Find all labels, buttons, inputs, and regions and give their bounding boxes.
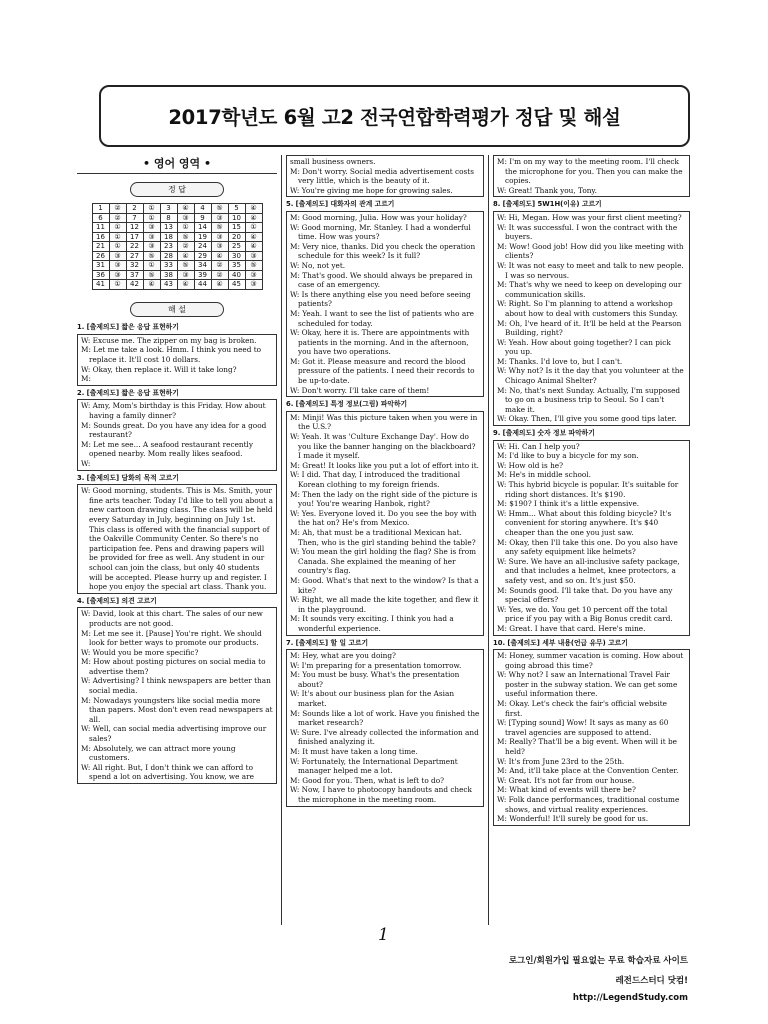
dialogue-box bbox=[493, 211, 690, 426]
question-number: 6 bbox=[92, 213, 109, 223]
dialogue-line: W: Sure. I've already collected the information and finished analyzing it. bbox=[290, 727, 479, 747]
title-box bbox=[99, 85, 690, 147]
dialogue-line: M: Great! It looks like you put a lot of effort into it. bbox=[290, 460, 480, 470]
answer-choice: ① bbox=[245, 223, 262, 233]
question-number: 16 bbox=[92, 232, 109, 242]
answer-choice: ④ bbox=[177, 280, 194, 290]
question-number: 45 bbox=[228, 280, 245, 290]
column-2 bbox=[286, 155, 484, 807]
dialogue-line: W: Fortunately, the International Department manager helped me a lot. bbox=[290, 756, 458, 776]
question-number: 8 bbox=[160, 213, 177, 223]
question-number: 5 bbox=[228, 204, 245, 214]
column-divider bbox=[488, 155, 489, 925]
dialogue-line: W: This hybrid bicycle is popular. It's suitable for riding short distances. It's $190. bbox=[497, 480, 679, 499]
dialogue-line: W: Right, we all made the kite together, and flew it in the playground. bbox=[290, 595, 479, 614]
answer-choice: ① bbox=[109, 280, 126, 290]
question-number: 34 bbox=[194, 261, 211, 271]
answer-row bbox=[92, 232, 262, 242]
dialogue-line: M: Then the lady on the right side of the picture is you! You're wearing Hanbok, right? bbox=[290, 489, 478, 509]
dialogue-box bbox=[493, 155, 690, 197]
question-heading: 4. [출제의도] 의견 고르기 bbox=[77, 596, 157, 605]
dialogue-line: M: Nowadays youngsters like social media more than papers. Most don't even read newspapers at all. bbox=[81, 695, 273, 724]
dialogue-line: W: Why not? I saw an International Travel Fair poster in the subway station. We can get some useful information there. bbox=[497, 670, 678, 699]
answer-choice: ① bbox=[109, 232, 126, 242]
dialogue-line: M: Minji! Was this picture taken when you were in the U.S.? bbox=[290, 412, 478, 432]
question-number: 28 bbox=[160, 251, 177, 261]
answer-choice: ③ bbox=[143, 223, 160, 233]
dialogue-line: M: He's in middle school. bbox=[497, 470, 591, 480]
dialogue-line: W: Okay. Then, I'll give you some good tips later. bbox=[497, 414, 677, 424]
dialogue-line: M: I'm on my way to the meeting room. I'll check the microphone for you. Then you can make the copies. bbox=[497, 157, 683, 186]
answer-choice: ④ bbox=[177, 251, 194, 261]
question-number: 32 bbox=[126, 261, 143, 271]
answer-row bbox=[92, 270, 262, 280]
question-number: 40 bbox=[228, 270, 245, 280]
page-title: 2017학년도 6월 고2 전국연합학력평가 정답 및 해설 bbox=[168, 106, 621, 129]
answer-choice: ⑤ bbox=[211, 204, 228, 214]
dialogue-line: W: Why not? Is it the day that you volunteer at the Chicago Animal Shelter? bbox=[497, 366, 684, 386]
column-1 bbox=[77, 155, 277, 784]
answer-choice: ② bbox=[211, 270, 228, 280]
footer-link[interactable]: http://LegendStudy.com bbox=[572, 993, 688, 1003]
dialogue-box bbox=[77, 334, 277, 386]
dialogue-line: W: Sure. We have an all-inclusive safety package, and that includes a helmet, knee protectors, a safety vest, and so on. It's just $50. bbox=[497, 556, 680, 585]
answer-choice: ③ bbox=[109, 261, 126, 271]
dialogue-line: M: Absolutely, we can attract more young customers. bbox=[81, 743, 236, 763]
dialogue-box bbox=[286, 155, 484, 197]
dialogue-box bbox=[493, 440, 690, 636]
dialogue-line: M: Don't worry. Social media advertisement costs very little, which is the beauty of it. bbox=[290, 166, 474, 186]
dialogue-line: M: What kind of events will there be? bbox=[497, 785, 636, 795]
dialogue-line: M: Sounds great. Do you have any idea for a good restaurant? bbox=[81, 420, 267, 440]
answer-row bbox=[92, 261, 262, 271]
dialogue-line: M: Ah, that must be a traditional Mexican hat. Then, who is the girl standing behind the table? bbox=[290, 527, 476, 547]
answer-choice: ③ bbox=[245, 280, 262, 290]
dialogue-line: W: Advertising? I think newspapers are better than social media. bbox=[81, 676, 271, 696]
dialogue-line: W: All right. But, I don't think we can afford to spend a lot on advertising. You know, we are bbox=[81, 762, 254, 782]
question-number: 3 bbox=[160, 204, 177, 214]
question-number: 13 bbox=[160, 223, 177, 233]
footer-line-1: 로그인/회원가입 필요없는 무료 학습자료 사이트 bbox=[508, 956, 688, 966]
answer-choice: ⑤ bbox=[177, 261, 194, 271]
dialogue-line: W: Amy, Mom's birthday is this Friday. How about having a family dinner? bbox=[81, 401, 266, 421]
dialogue-line: M: How about posting pictures on social media to advertise them? bbox=[81, 657, 266, 676]
answer-choice: ③ bbox=[211, 242, 228, 252]
dialogue-line: W: It was not easy to meet and talk to new people. I was so nervous. bbox=[497, 260, 684, 280]
dialogue-line: M: Thanks. I'd love to, but I can't. bbox=[497, 356, 623, 366]
answer-row bbox=[92, 251, 262, 261]
dialogue-line: W: Now, I have to photocopy handouts and check the microphone in the meeting room. bbox=[290, 785, 472, 804]
answer-choice: ③ bbox=[211, 213, 228, 223]
dialogue-line: M: Very nice, thanks. Did you check the operation schedule for this week? Is it full? bbox=[290, 241, 476, 261]
question-heading: 5. [출제의도] 대화자의 관계 고르기 bbox=[286, 200, 395, 209]
dialogue-line: M: $190? I think it's a little expensive. bbox=[497, 499, 640, 509]
dialogue-line: W: It's about our business plan for the Asian market. bbox=[290, 689, 455, 709]
answer-choice: ① bbox=[177, 223, 194, 233]
question-heading: 7. [출제의도] 할 일 고르기 bbox=[286, 638, 369, 647]
question-number: 38 bbox=[160, 270, 177, 280]
dialogue-line: M: Sounds like a lot of work. Have you finished the market research? bbox=[290, 708, 480, 728]
answer-choice: ③ bbox=[245, 251, 262, 261]
dialogue-line: W: Would you be more specific? bbox=[81, 647, 199, 657]
answer-row bbox=[92, 223, 262, 233]
answer-choice: ③ bbox=[177, 213, 194, 223]
answer-choice: ④ bbox=[245, 213, 262, 223]
answer-choice: ① bbox=[143, 261, 160, 271]
question-number: 31 bbox=[92, 261, 109, 271]
answer-choice: ④ bbox=[211, 251, 228, 261]
dialogue-line: W: Yes. Everyone loved it. Do you see the boy with the hat on? He's from Mexico. bbox=[290, 508, 477, 528]
answers-label: 정 답 bbox=[130, 182, 224, 198]
question-number: 36 bbox=[92, 270, 109, 280]
dialogue-line: W: Good morning, students. This is Ms. Smith, your fine arts teacher. Today I'd like to tell you about a new cartoon drawing class. The class will be held every Saturday in July, beginning on July 1st. This class is offered with the financial support of the Oakville Community Center. So there's no participation fee. Pens and drawing papers will be provided for free as well. Any student in our school can join the class, but only 40 students will be accepted. Please hurry up and register. I hope you enjoy the special art class. Thank you. bbox=[81, 486, 273, 592]
dialogue-box bbox=[286, 411, 484, 636]
answer-choice: ④ bbox=[143, 280, 160, 290]
dialogue-line: W: How old is he? bbox=[497, 460, 564, 470]
dialogue-line: W: Is there anything else you need before seeing patients? bbox=[290, 289, 471, 309]
dialogue-line: W: Hi. Can I help you? bbox=[497, 441, 580, 451]
dialogue-line: M: No, that's next Sunday. Actually, I'm supposed to go on a business trip to Seoul. So I can't make it. bbox=[497, 385, 681, 414]
question-number: 26 bbox=[92, 251, 109, 261]
dialogue-line: M: Sounds good. I'll take that. Do you have any special offers? bbox=[497, 585, 673, 605]
dialogue-line: M: Hey, what are you doing? bbox=[290, 651, 396, 661]
dialogue-line: M: Okay. Let's check the fair's official website first. bbox=[497, 699, 668, 718]
question-heading: 1. [출제의도] 짧은 응답 표현하기 bbox=[77, 323, 179, 332]
dialogue-line: M: Good for you. Then, what is left to do? bbox=[290, 775, 445, 785]
answer-choice: ⑤ bbox=[245, 261, 262, 271]
question-number: 22 bbox=[126, 242, 143, 252]
answer-choice: ④ bbox=[245, 242, 262, 252]
dialogue-line: M: And, it'll take place at the Convention Center. bbox=[497, 766, 679, 776]
question-number: 23 bbox=[160, 242, 177, 252]
dialogue-line: W: It was successful. I won the contract with the buyers. bbox=[497, 222, 678, 242]
explain-label: 해 설 bbox=[130, 302, 224, 318]
dialogue-line: M: Good morning, Julia. How was your holiday? bbox=[290, 212, 467, 222]
question-number: 44 bbox=[194, 280, 211, 290]
answer-choice: ② bbox=[109, 213, 126, 223]
footer-line-2: 레전드스터디 닷컴! bbox=[615, 976, 688, 986]
dialogue-line: W: Great. It's not far from our house. bbox=[497, 775, 635, 785]
question-number: 21 bbox=[92, 242, 109, 252]
dialogue-line: M: Wow! Good job! How did you like meeting with clients? bbox=[497, 241, 684, 261]
dialogue-line: M: Let me take a look. Hmm. I think you need to replace it. It'll cost 10 dollars. bbox=[81, 345, 262, 365]
dialogue-line: W: It's from June 23rd to the 25th. bbox=[497, 756, 625, 766]
dialogue-line: W: Yeah. It was 'Culture Exchange Day'. How do you like the banner hanging on the blackboard? I made it myself. bbox=[290, 432, 476, 461]
question-number: 4 bbox=[194, 204, 211, 214]
dialogue-line: W: I did. That day, I introduced the traditional Korean clothing to my foreign friends. bbox=[290, 470, 461, 489]
answer-choice: ③ bbox=[109, 251, 126, 261]
answer-choice: ④ bbox=[245, 204, 262, 214]
question-number: 15 bbox=[228, 223, 245, 233]
dialogue-line: W: Hmm... What about this folding bicycle? It's convenient for storing anywhere. It's $40 cheaper than the one you just saw. bbox=[497, 508, 672, 537]
question-number: 24 bbox=[194, 242, 211, 252]
answer-choice: ⑤ bbox=[177, 232, 194, 242]
section-title: • 영어 영역 • bbox=[77, 159, 277, 174]
question-heading: 6. [출제의도] 특정 정보(그림) 파악하기 bbox=[286, 400, 408, 409]
question-number: 7 bbox=[126, 213, 143, 223]
dialogue-line: W: Well, can social media advertising improve our sales? bbox=[81, 724, 267, 744]
answer-choice: ③ bbox=[211, 232, 228, 242]
question-number: 14 bbox=[194, 223, 211, 233]
answer-choice: ① bbox=[109, 223, 126, 233]
dialogue-line: M: Okay, then I'll take this one. Do you also have any safety equipment like helmets? bbox=[497, 537, 678, 557]
dialogue-line: W: Don't worry. I'll take care of them! bbox=[290, 385, 430, 395]
question-heading: 2. [출제의도] 짧은 응답 표현하기 bbox=[77, 388, 179, 397]
question-heading: 9. [출제의도] 숫자 정보 파악하기 bbox=[493, 429, 595, 438]
dialogue-line: W: Good morning, Mr. Stanley. I had a wonderful time. How was yours? bbox=[290, 222, 471, 242]
dialogue-box bbox=[77, 607, 277, 784]
dialogue-line: W: Great! Thank you, Tony. bbox=[497, 185, 597, 195]
dialogue-line: W: Hi, Megan. How was your first client meeting? bbox=[497, 212, 682, 222]
dialogue-line: W: [Typing sound] Wow! It says as many as 60 travel agencies are supposed to attend. bbox=[497, 718, 669, 737]
answer-choice: ③ bbox=[143, 242, 160, 252]
dialogue-line: W: bbox=[81, 459, 91, 468]
question-number: 12 bbox=[126, 223, 143, 233]
dialogue-line: W: Okay, then replace it. Will it take long? bbox=[81, 364, 237, 374]
dialogue-box bbox=[77, 484, 277, 594]
dialogue-line: M: Really? That'll be a big event. When will it be held? bbox=[497, 737, 677, 757]
answer-choice: ⑤ bbox=[143, 251, 160, 261]
answer-row bbox=[92, 204, 262, 214]
answer-choice: ⑤ bbox=[143, 270, 160, 280]
answer-choice: ④ bbox=[211, 280, 228, 290]
question-number: 33 bbox=[160, 261, 177, 271]
page-number: 1 bbox=[378, 925, 389, 945]
question-number: 27 bbox=[126, 251, 143, 261]
answer-choice: ③ bbox=[109, 270, 126, 280]
dialogue-line: M: You must be busy. What's the presentation about? bbox=[290, 670, 460, 689]
dialogue-line: M: It must have taken a long time. bbox=[290, 747, 418, 757]
dialogue-line: M: Wonderful! It'll surely be good for us. bbox=[497, 814, 649, 824]
answer-table bbox=[92, 203, 263, 290]
question-number: 37 bbox=[126, 270, 143, 280]
answer-choice: ② bbox=[211, 261, 228, 271]
dialogue-line: W: Right. So I'm planning to attend a workshop about how to deal with customers this Sunday. bbox=[497, 299, 678, 318]
answer-choice: ② bbox=[109, 204, 126, 214]
question-number: 30 bbox=[228, 251, 245, 261]
question-number: 9 bbox=[194, 213, 211, 223]
column-divider bbox=[281, 155, 282, 925]
dialogue-line: W: Folk dance performances, traditional costume shows, and virtual reality experiences. bbox=[497, 795, 680, 814]
question-heading: 8. [출제의도] 5W1H(이유) 고르기 bbox=[493, 200, 602, 209]
dialogue-line: W: Yes, we do. You get 10 percent off the total price if you pay with a Big Bonus credit card. bbox=[497, 604, 673, 624]
question-heading: 10. [출제의도] 세부 내용(언급 유무) 고르기 bbox=[493, 638, 628, 647]
dialogue-line: W: David, look at this chart. The sales of our new products are not good. bbox=[81, 609, 263, 628]
answer-choice: ① bbox=[143, 213, 160, 223]
answer-choice: ① bbox=[143, 204, 160, 214]
dialogue-line: M: I'd like to buy a bicycle for my son. bbox=[497, 451, 639, 461]
dialogue-line: M: Let me see... A seafood restaurant recently opened nearby. Mom really likes seafood. bbox=[81, 439, 253, 459]
question-number: 39 bbox=[194, 270, 211, 280]
answer-row bbox=[92, 242, 262, 252]
answer-choice: ③ bbox=[177, 270, 194, 280]
dialogue-line: M: Great. I have that card. Here's mine. bbox=[497, 623, 646, 633]
dialogue-line: M: Good. What's that next to the window? Is that a kite? bbox=[290, 575, 479, 595]
answer-choice: ③ bbox=[245, 270, 262, 280]
question-number: 1 bbox=[92, 204, 109, 214]
question-number: 2 bbox=[126, 204, 143, 214]
dialogue-line: W: You're giving me hope for growing sales. bbox=[290, 185, 453, 195]
question-heading: 3. [출제의도] 담화의 목적 고르기 bbox=[77, 473, 179, 482]
question-number: 41 bbox=[92, 280, 109, 290]
dialogue-line: M: Let me see it. [Pause] You're right. We should look for better ways to promote our products. bbox=[81, 628, 262, 648]
question-number: 11 bbox=[92, 223, 109, 233]
column-1-content bbox=[77, 323, 277, 784]
column-3 bbox=[493, 155, 690, 826]
dialogue-line: M: Honey, summer vacation is coming. How about going abroad this time? bbox=[497, 651, 684, 670]
question-number: 25 bbox=[228, 242, 245, 252]
dialogue-line: M: It sounds very exciting. I think you had a wonderful experience. bbox=[290, 614, 454, 633]
answer-row bbox=[92, 213, 262, 223]
question-number: 43 bbox=[160, 280, 177, 290]
dialogue-line: W: No, not yet. bbox=[290, 260, 346, 270]
dialogue-line: W: Okay, here it is. There are appointments with patients in the morning. And in the afternoon, you have two operations. bbox=[290, 328, 470, 357]
question-number: 35 bbox=[228, 261, 245, 271]
question-number: 29 bbox=[194, 251, 211, 261]
answer-choice: ① bbox=[109, 242, 126, 252]
dialogue-box bbox=[493, 649, 690, 826]
question-number: 18 bbox=[160, 232, 177, 242]
dialogue-line: W: Yeah. How about going together? I can pick you up. bbox=[497, 337, 671, 357]
answer-choice: ③ bbox=[143, 232, 160, 242]
dialogue-line: M: That's why we need to keep on developing our communication skills. bbox=[497, 280, 682, 299]
question-number: 20 bbox=[228, 232, 245, 242]
answer-choice: ⑤ bbox=[211, 223, 228, 233]
dialogue-line: M: Yeah. I want to see the list of patients who are scheduled for today. bbox=[290, 308, 474, 328]
answer-choice: ④ bbox=[177, 204, 194, 214]
question-number: 10 bbox=[228, 213, 245, 223]
dialogue-line: W: You mean the girl holding the flag? She is from Canada. She explained the meaning of her country's flag. bbox=[290, 547, 477, 576]
question-number: 19 bbox=[194, 232, 211, 242]
question-number: 17 bbox=[126, 232, 143, 242]
answer-choice: ④ bbox=[245, 232, 262, 242]
answer-choice: ② bbox=[177, 242, 194, 252]
question-number: 42 bbox=[126, 280, 143, 290]
dialogue-line: W: I'm preparing for a presentation tomorrow. bbox=[290, 660, 462, 670]
answer-row bbox=[92, 280, 262, 290]
dialogue-line: M: Got it. Please measure and record the blood pressure of the patients. I need their records to be up-to-date. bbox=[290, 356, 475, 386]
dialogue-line: M: Oh, I've heard of it. It'll be held at the Pearson Building, right? bbox=[497, 318, 682, 338]
dialogue-box bbox=[286, 649, 484, 807]
dialogue-box bbox=[286, 211, 484, 397]
dialogue-box bbox=[77, 399, 277, 470]
dialogue-line: M: bbox=[81, 374, 91, 384]
dialogue-line: small business owners. bbox=[290, 157, 376, 166]
dialogue-line: W: Excuse me. The zipper on my bag is broken. bbox=[81, 335, 257, 345]
dialogue-line: M: That's good. We should always be prepared in case of an emergency. bbox=[290, 270, 473, 290]
